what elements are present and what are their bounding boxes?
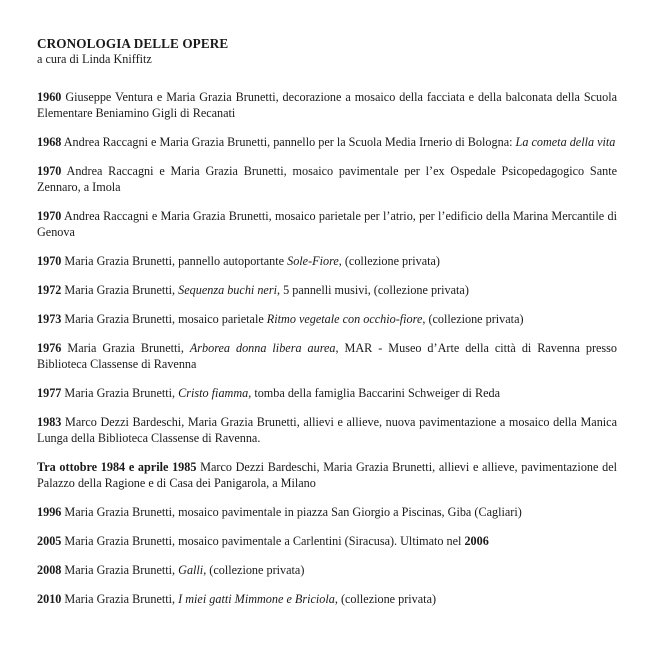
entry-text: Marco Dezzi Bardeschi, Maria Grazia Brunetti, allievi e allieve, pavimentazione del Palazzo della Ragione e di Casa dei Panigarola, a Milano (37, 460, 617, 490)
chronology-entry (37, 459, 617, 491)
entry-text: Maria Grazia Brunetti, (64, 592, 179, 606)
entry-text: Maria Grazia Brunetti, mosaico pavimentale a Carlentini (Siracusa). Ultimato nel (64, 534, 465, 548)
entry-text: , (collezione privata) (422, 312, 524, 326)
entry-year: 1983 (37, 415, 62, 429)
entry-text: , (collezione privata) (338, 254, 440, 268)
entry-text: Maria Grazia Brunetti, (64, 283, 179, 297)
chronology-entry (37, 504, 617, 520)
chronology-entry (37, 591, 617, 607)
chronology-list (37, 89, 617, 607)
chronology-entry (37, 134, 617, 150)
entry-year: 1968 (37, 135, 62, 149)
chronology-entry (37, 163, 617, 195)
work-title: Sequenza buchi neri (178, 283, 277, 297)
entry-text: Andrea Raccagni e Maria Grazia Brunetti, mosaico parietale per l’atrio, per l’edificio della Marina Mercantile di Genova (37, 209, 618, 239)
entry-year: 1976 (37, 341, 62, 355)
entry-year: 1970 (37, 254, 62, 268)
work-title: Sole-Fiore (287, 254, 339, 268)
page-subtitle: a cura di Linda Kniffitz (37, 52, 152, 66)
entry-text: Maria Grazia Brunetti, pannello autoportante (64, 254, 288, 268)
chronology-entry (37, 340, 617, 372)
entry-text: Andrea Raccagni e Maria Grazia Brunetti, mosaico pavimentale per l’ex Ospedale Psicopedagogico Sante Zennaro, a Imola (37, 164, 618, 194)
work-title: Arborea donna libera aurea (189, 341, 336, 355)
entry-year: 2008 (37, 563, 62, 577)
entry-text: , (collezione privata) (334, 592, 437, 606)
entry-year-inline: 2006 (464, 534, 489, 548)
entry-text: Maria Grazia Brunetti, (64, 563, 179, 577)
work-title: I miei gatti Mimmone e Briciola (178, 592, 335, 606)
chronology-entry (37, 282, 617, 298)
page-title: CRONOLOGIA DELLE OPERE (37, 36, 229, 51)
entry-text: , tomba della famiglia Baccarini Schweiger di Reda (248, 386, 501, 400)
entry-text: , 5 pannelli musivi, (collezione privata) (276, 283, 469, 297)
entry-year: Tra ottobre 1984 e aprile 1985 (37, 460, 197, 474)
entry-year: 1977 (37, 386, 62, 400)
entry-text: Maria Grazia Brunetti, (67, 341, 190, 355)
chronology-entry (37, 89, 617, 121)
entry-year: 2005 (37, 534, 62, 548)
work-title: Ritmo vegetale con occhio-fiore (266, 312, 423, 326)
document-page (37, 36, 617, 620)
chronology-entry (37, 533, 617, 549)
chronology-entry (37, 385, 617, 401)
entry-year: 1960 (37, 90, 62, 104)
entry-text: Andrea Raccagni e Maria Grazia Brunetti, pannello per la Scuola Media Irnerio di Bologna: (63, 135, 516, 149)
entry-text: Giuseppe Ventura e Maria Grazia Brunetti, decorazione a mosaico della facciata e della balconata della Scuola Elementare Beniamino Gigli di Recanati (37, 90, 618, 120)
entry-text: Maria Grazia Brunetti, mosaico pavimentale in piazza San Giorgio a Piscinas, Giba (Cagliari) (64, 505, 522, 519)
entry-year: 1970 (37, 164, 62, 178)
chronology-entry (37, 208, 617, 240)
entry-year: 2010 (37, 592, 62, 606)
chronology-entry (37, 414, 617, 446)
work-title: La cometa della vita (515, 135, 616, 149)
entry-text: , MAR - Museo d’Arte della città di Ravenna presso Biblioteca Classense di Ravenna (37, 341, 618, 371)
chronology-entry (37, 253, 617, 269)
entry-year: 1973 (37, 312, 62, 326)
entry-year: 1970 (37, 209, 62, 223)
entry-text: Maria Grazia Brunetti, mosaico parietale (64, 312, 267, 326)
entry-text: Marco Dezzi Bardeschi, Maria Grazia Brunetti, allievi e allieve, nuova pavimentazione a mosaico della Manica Lunga della Biblioteca Classense di Ravenna. (37, 415, 618, 445)
chronology-entry (37, 311, 617, 327)
entry-year: 1972 (37, 283, 62, 297)
work-title: Galli (178, 563, 204, 577)
entry-text: , (collezione privata) (203, 563, 305, 577)
entry-text: Maria Grazia Brunetti, (64, 386, 179, 400)
work-title: Cristo fiamma (178, 386, 249, 400)
chronology-entry (37, 562, 617, 578)
entry-year: 1996 (37, 505, 62, 519)
